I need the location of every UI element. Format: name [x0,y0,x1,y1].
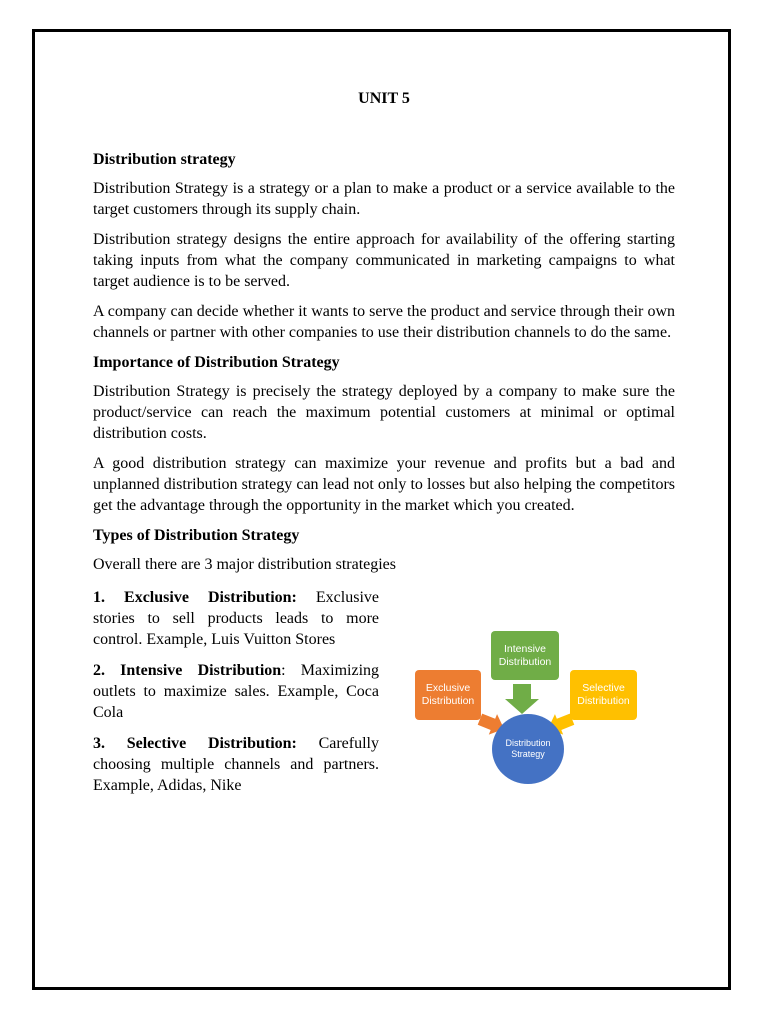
type-label: 3. Selective Distribution: [93,735,297,752]
list-item [93,660,379,723]
paragraph: Distribution Strategy is precisely the strategy deployed by a company to make sure the product/service can reach the maximum potential customers at minimal or optimal distribution costs. [93,383,675,442]
selective-distribution-box: Selective Distribution [570,670,637,720]
paragraph: A good distribution strategy can maximize your revenue and profits but a bad and unplanned distribution strategy can lead not only to losses but also helping the competitors get the advantage through the opportunity in the market which you created. [93,455,675,514]
list-item [93,733,379,796]
paragraph: A company can decide whether it wants to serve the product and service through their own channels or partner with other companies to use their distribution channels to do the same. [93,303,675,341]
type-text: Carefully choosing multiple channels and partners. Example, Adidas, Nike [93,735,379,794]
intensive-distribution-box: Intensive Distribution [491,631,559,680]
paragraph: Distribution strategy designs the entire approach for availability of the offering starting taking inputs from what the company communicated in marketing campaigns to what target audience is to be served. [93,231,675,290]
list-item [93,587,379,650]
unit-title: UNIT 5 [358,90,410,107]
types-section [93,587,675,807]
type-label: 1. Exclusive Distribution: [93,589,297,606]
types-list [93,587,379,806]
arrow-down [505,684,539,714]
heading-distribution-strategy: Distribution strategy [93,151,236,168]
exclusive-distribution-box: Exclusive Distribution [415,670,481,720]
paragraph: Overall there are 3 major distribution strategies [93,556,397,573]
heading-types: Types of Distribution Strategy [93,527,300,544]
document-content [93,88,675,807]
distribution-diagram [413,629,639,787]
distribution-strategy-circle: Distribution Strategy [492,714,564,784]
type-text: Exclusive stories to sell products leads to more control. Example, Luis Vuitton Stores [93,589,380,648]
type-text: : Maximizing outlets to maximize sales. Example, Coca Cola [93,662,380,721]
type-label: 2. Intensive Distribution [93,662,282,679]
paragraph: Distribution Strategy is a strategy or a plan to make a product or a service available to the target customers through its supply chain. [93,180,675,218]
heading-importance: Importance of Distribution Strategy [93,354,340,371]
